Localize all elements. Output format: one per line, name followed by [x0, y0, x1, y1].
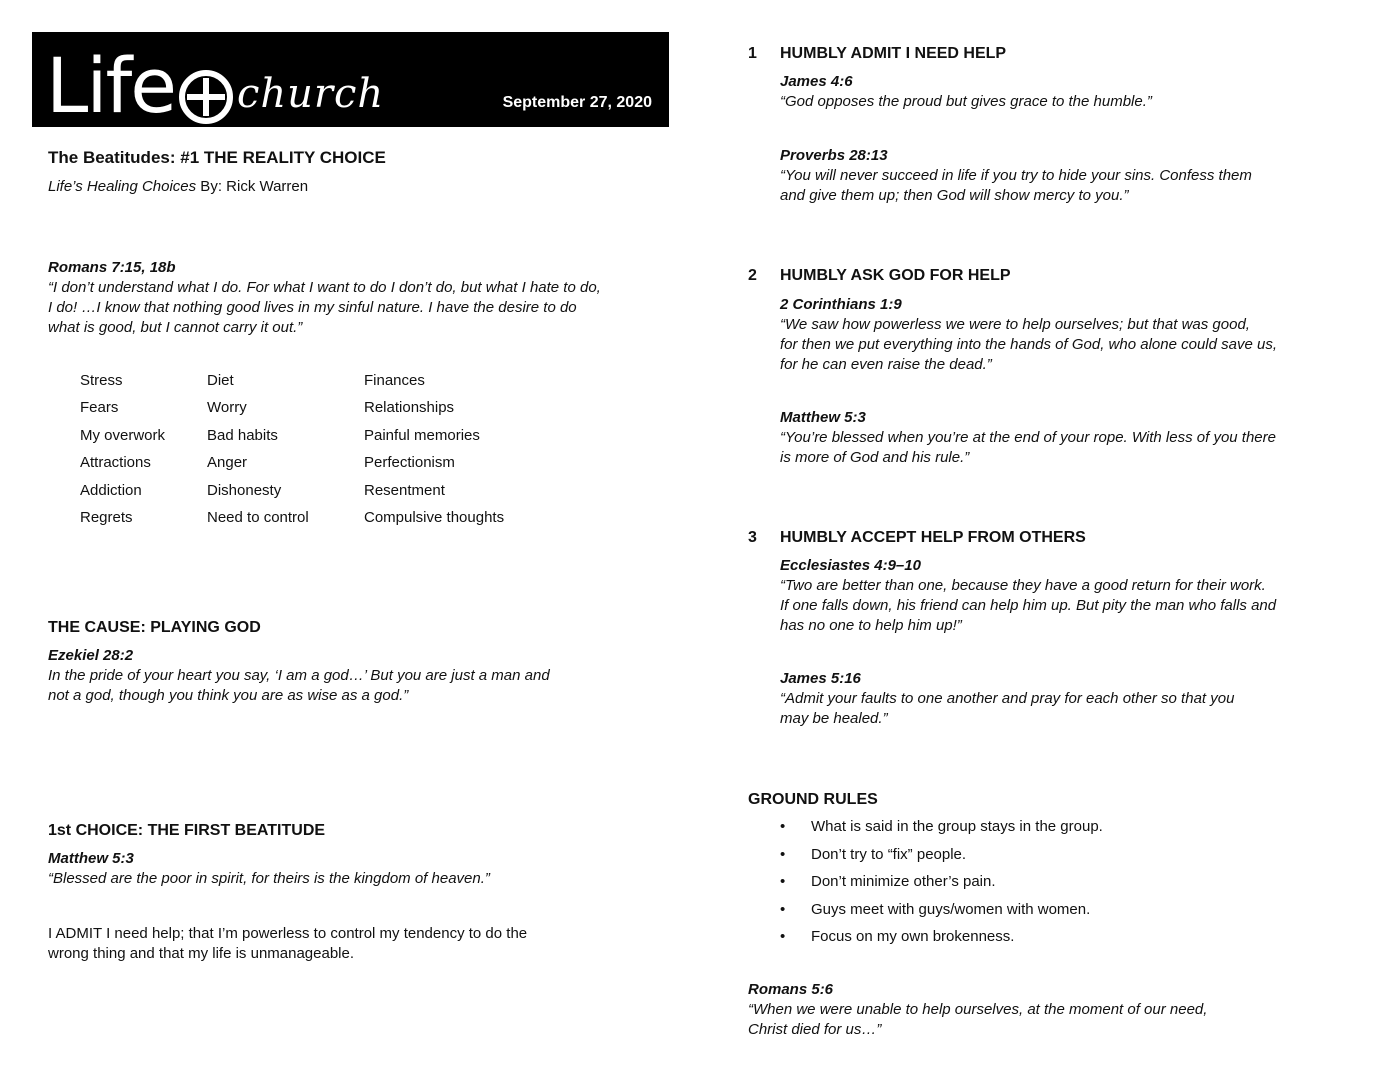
verse-reference: Romans 7:15, 18b	[48, 259, 176, 276]
struggle-item: Addiction	[80, 481, 142, 499]
struggle-item: Bad habits	[207, 426, 278, 444]
struggle-item: Anger	[207, 454, 248, 472]
verse-reference: Ezekiel 28:2	[48, 647, 134, 664]
verse-line: is more of God and his rule.”	[780, 449, 970, 466]
rule-text: Focus on my own brokenness.	[811, 928, 1015, 945]
james-4-passage	[780, 72, 1152, 112]
verse-line: “Blessed are the poor in spirit, for theirs is the kingdom of heaven.”	[48, 870, 490, 887]
ezekiel-passage	[48, 646, 550, 706]
verse-line: has no one to help him up!”	[780, 617, 962, 634]
corinthians-passage	[780, 295, 1277, 375]
struggle-item: Resentment	[364, 481, 445, 499]
verse-line: not a god, though you think you are as wise as a god.”	[48, 687, 409, 704]
struggle-item: Attractions	[80, 454, 151, 472]
verse-line: for he can even raise the dead.”	[780, 356, 992, 373]
struggle-item: Finances	[364, 372, 425, 389]
verse-reference: 2 Corinthians 1:9	[780, 296, 902, 313]
rule-text: Guys meet with guys/women with women.	[811, 900, 1091, 918]
struggles-column-1	[80, 372, 165, 536]
verse-reference: Matthew 5:3	[48, 850, 134, 867]
header-banner	[32, 32, 669, 130]
rule-text: What is said in the group stays in the group.	[811, 818, 1103, 835]
first-choice-heading: 1st CHOICE: THE FIRST BEATITUDE	[48, 822, 326, 839]
rule-text: Don’t minimize other’s pain.	[811, 873, 996, 890]
point-number: 2	[748, 267, 757, 284]
verse-line: “You will never succeed in life if you try to hide your sins. Confess them	[780, 167, 1252, 184]
struggle-item: My overwork	[80, 426, 166, 444]
point-heading: HUMBLY ACCEPT HELP FROM OTHERS	[780, 529, 1086, 546]
logo-church-text: church	[236, 71, 385, 117]
verse-line: I do! …I know that nothing good lives in my sinful nature. I have the desire to do	[48, 299, 577, 316]
verse-line: “Admit your faults to one another and pray for each other so that you	[780, 690, 1235, 707]
admit-statement	[48, 924, 527, 964]
struggle-item: Fears	[80, 399, 119, 417]
verse-line: may be healed.”	[780, 710, 888, 727]
verse-line: Christ died for us…”	[748, 1021, 882, 1038]
struggle-item: Need to control	[207, 508, 309, 526]
bullet-icon: •	[780, 928, 786, 945]
rule-text: Don’t try to “fix” people.	[811, 845, 967, 863]
struggle-item: Perfectionism	[364, 454, 455, 472]
ground-rules-heading: GROUND RULES	[748, 791, 878, 808]
verse-reference: James 5:16	[780, 670, 861, 687]
verse-line: “We saw how powerless we were to help ourselves; but that was good,	[780, 316, 1250, 333]
struggle-item: Painful memories	[364, 426, 480, 444]
verse-reference: Romans 5:6	[748, 981, 834, 998]
james-5-passage	[780, 669, 1234, 729]
verse-line: “Two are better than one, because they have a good return for their work.	[780, 577, 1266, 594]
service-date: September 27, 2020	[502, 94, 652, 111]
matthew-passage	[48, 849, 490, 889]
verse-line: for then we put everything into the hands of God, who alone could save us,	[780, 336, 1277, 353]
bullet-icon: •	[780, 845, 786, 863]
struggle-item: Diet	[207, 372, 234, 389]
verse-line: and give them up; then God will show mercy to you.”	[780, 187, 1129, 204]
verse-line: “You’re blessed when you’re at the end of your rope. With less of you there	[780, 429, 1276, 446]
struggle-item: Stress	[80, 372, 123, 389]
romans-7-passage	[48, 258, 601, 338]
verse-reference: James 4:6	[780, 73, 853, 90]
point-heading: HUMBLY ADMIT I NEED HELP	[780, 45, 1007, 62]
verse-line: “When we were unable to help ourselves, at the moment of our need,	[748, 1001, 1208, 1018]
verse-line: “I don’t understand what I do. For what I want to do I don’t do, but what I hate to do,	[48, 279, 601, 296]
sermon-subtitle	[48, 178, 308, 195]
bullet-icon: •	[780, 873, 786, 890]
struggles-column-2	[207, 372, 309, 536]
matthew-5-passage	[780, 408, 1276, 468]
ecclesiastes-passage	[780, 556, 1276, 636]
bullet-icon: •	[780, 818, 786, 835]
verse-line: If one falls down, his friend can help him up. But pity the man who falls and	[780, 597, 1277, 614]
logo-life-text: Life	[46, 41, 175, 130]
struggle-item: Regrets	[80, 508, 133, 526]
struggles-column-3	[364, 372, 504, 536]
verse-reference: Ecclesiastes 4:9–10	[780, 557, 921, 574]
point-number: 3	[748, 529, 757, 546]
verse-reference: Proverbs 28:13	[780, 147, 888, 164]
verse-line: “God opposes the proud but gives grace to the humble.”	[780, 93, 1152, 110]
verse-line: what is good, but I cannot carry it out.”	[48, 319, 303, 336]
bullet-icon: •	[780, 900, 786, 918]
verse-line: In the pride of your heart you say, ‘I am a god…’ But you are just a man and	[48, 667, 550, 684]
struggle-item: Compulsive thoughts	[364, 508, 505, 526]
cross-circle-icon	[177, 68, 235, 126]
verse-reference: Matthew 5:3	[780, 409, 866, 426]
struggle-item: Dishonesty	[207, 481, 282, 499]
proverbs-passage	[780, 146, 1252, 206]
point-heading: HUMBLY ASK GOD FOR HELP	[780, 267, 1011, 284]
point-number: 1	[748, 45, 757, 62]
lifechurch-logo	[46, 36, 385, 130]
statement-line: wrong thing and that my life is unmanageable.	[48, 945, 355, 962]
statement-line: I ADMIT I need help; that I’m powerless to control my tendency to do the	[48, 925, 528, 942]
romans-5-passage	[748, 980, 1207, 1040]
cause-heading: THE CAUSE: PLAYING GOD	[48, 619, 261, 636]
struggle-item: Relationships	[364, 399, 455, 417]
sermon-title: The Beatitudes: #1 THE REALITY CHOICE	[48, 148, 386, 167]
author-line: By: Rick Warren	[196, 178, 309, 195]
struggle-item: Worry	[207, 399, 247, 417]
book-title: Life’s Healing Choices	[48, 178, 197, 195]
